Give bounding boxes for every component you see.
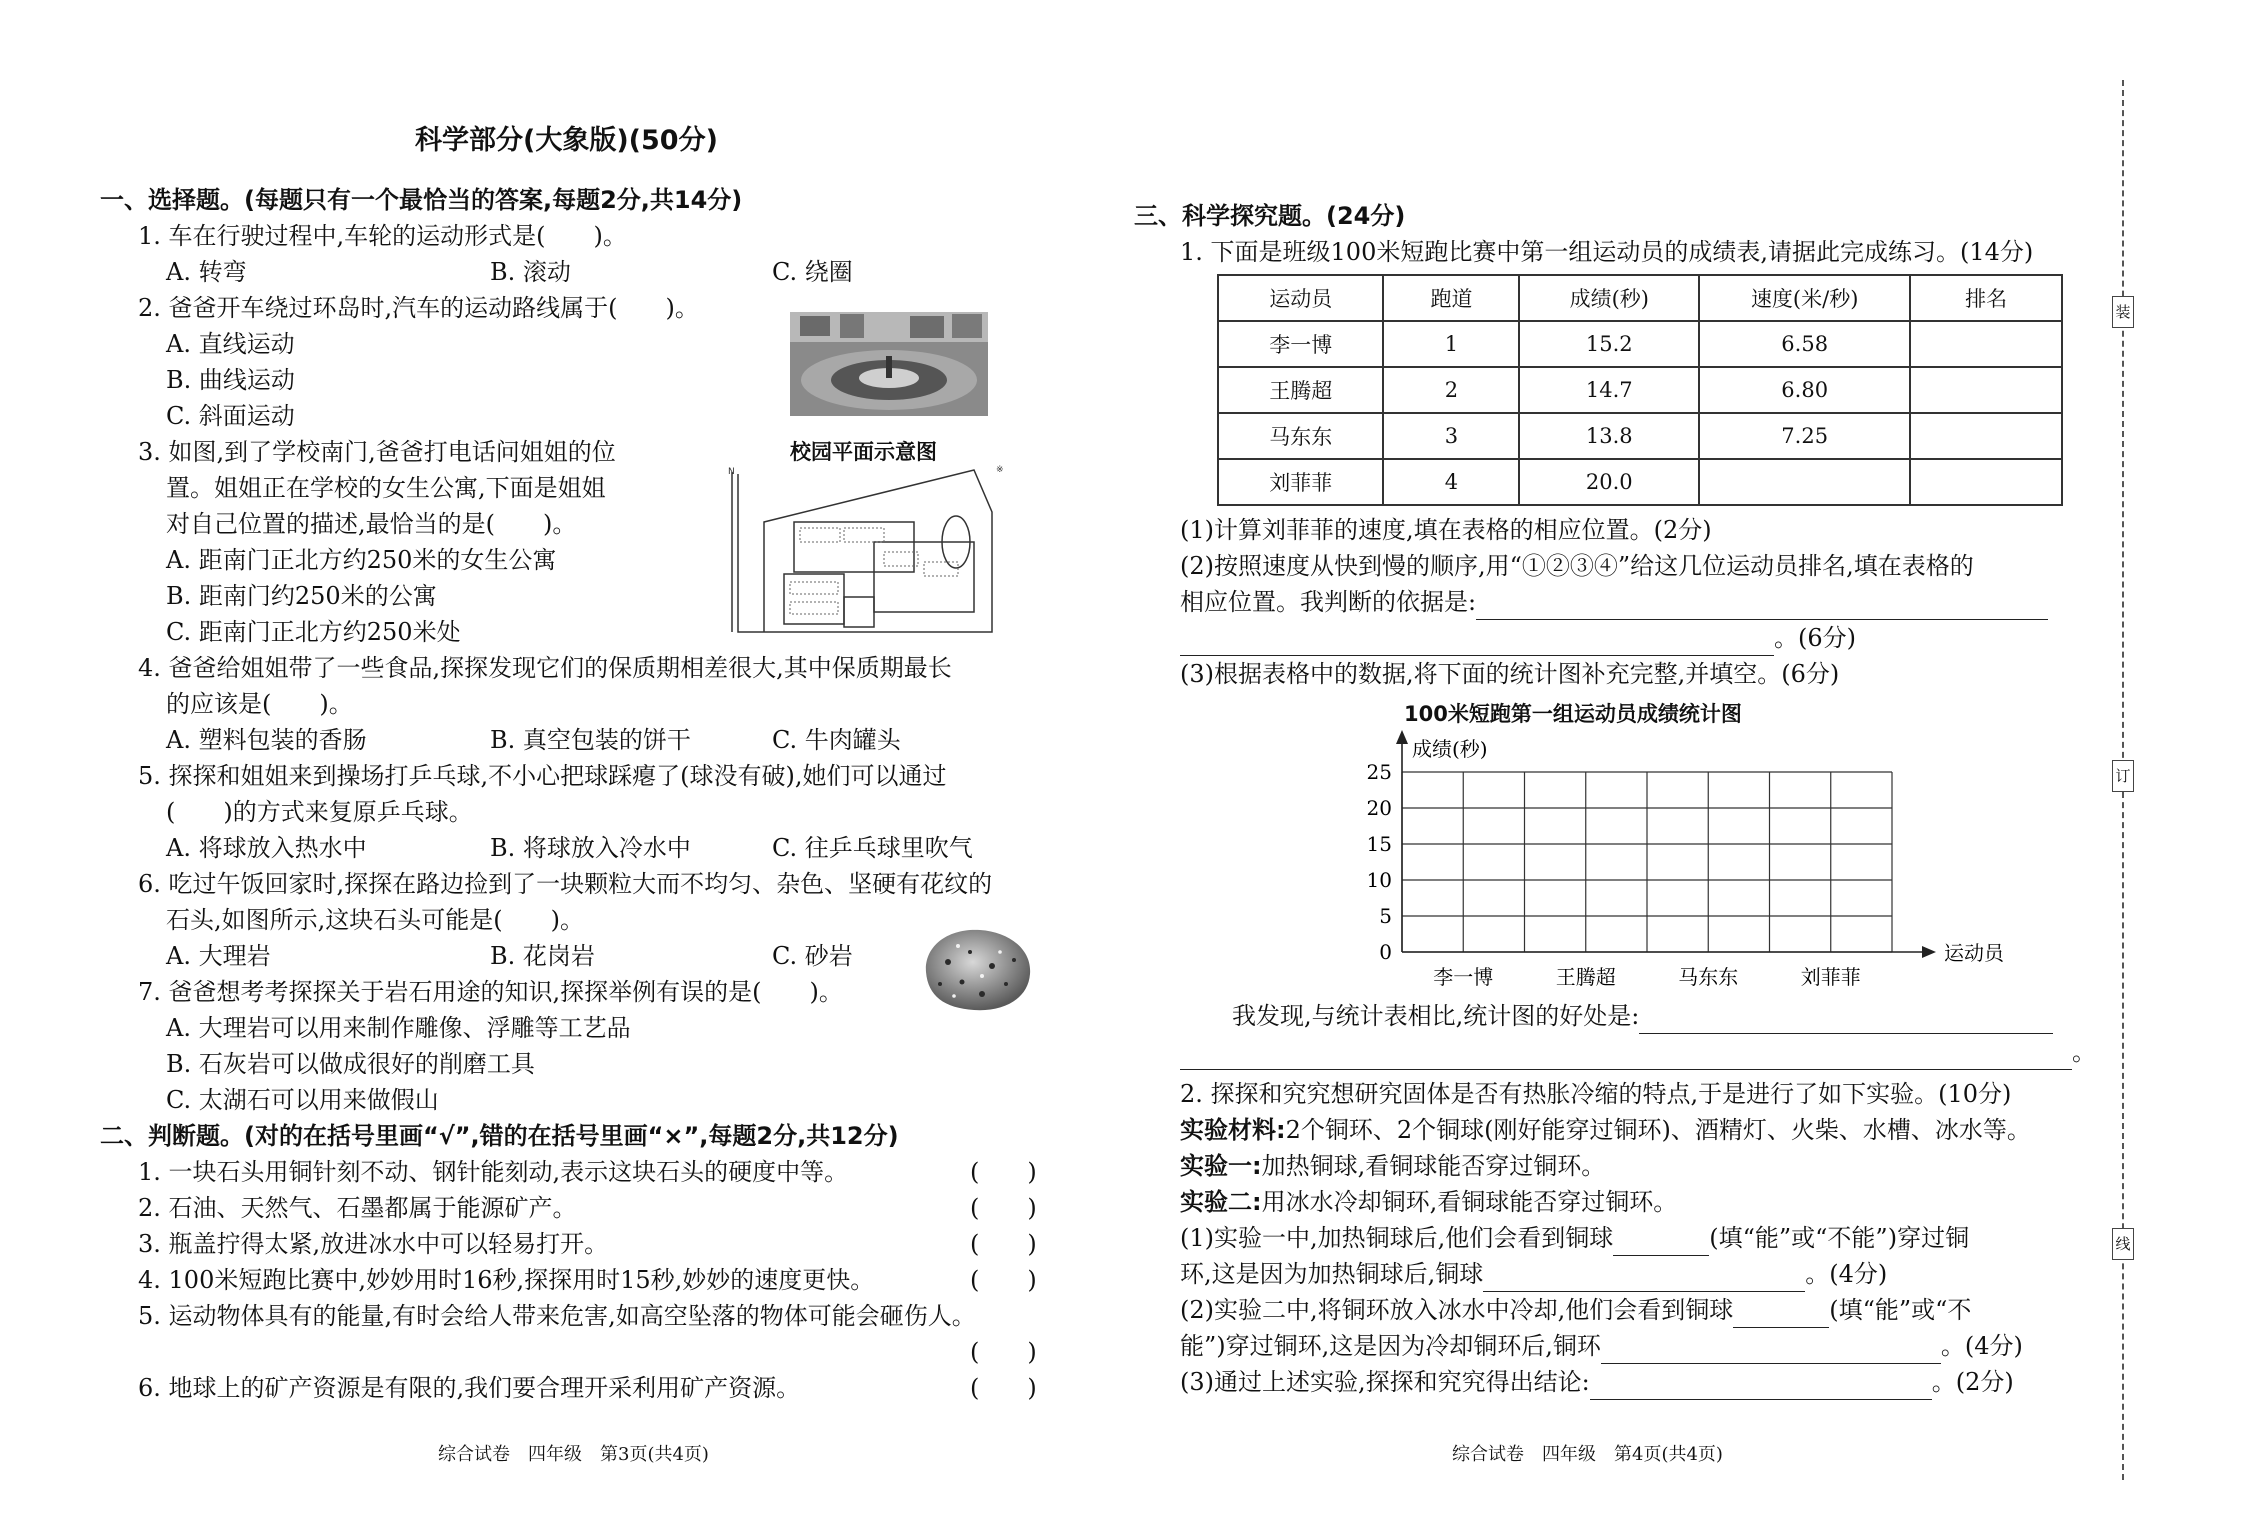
page-title: 科学部分(大象版)(50分) — [415, 125, 718, 156]
table-header-row — [1218, 275, 2062, 321]
rank-cell[interactable] — [1910, 367, 2062, 413]
exp1-line — [1180, 1148, 1605, 1184]
sub3-text: (3)根据表格中的数据,将下面的统计图补充完整,并填空。(6分) — [1180, 660, 1840, 688]
y-tick-label: 20 — [1366, 796, 1392, 820]
table-cell: 7.25 — [1699, 413, 1910, 459]
table-header-cell: 排名 — [1910, 275, 2062, 321]
table-cell: 13.8 — [1519, 413, 1699, 459]
exp-q3-blank[interactable] — [1590, 1373, 1932, 1400]
sub2-end: 。(6分) — [1774, 624, 1856, 652]
exp-q1-text-a: (1)实验一中,加热铜球后,他们会看到铜球 — [1180, 1224, 1614, 1252]
table-cell: 6.58 — [1699, 321, 1910, 367]
exp-q1-text-c: 环,这是因为加热铜球后,铜球 — [1180, 1260, 1484, 1288]
finding-line — [1232, 998, 2053, 1034]
x-axis-label: 运动员 — [1944, 941, 2004, 965]
y-tick-label: 25 — [1366, 760, 1392, 784]
judge-item-2: 2. 石油、天然气、石墨都属于能源矿产。 — [138, 1194, 577, 1222]
exp-q2-line2 — [1180, 1328, 2023, 1364]
exp-q2-text-c: 能”)穿过铜环,这是因为冷却铜环后,铜环 — [1180, 1332, 1601, 1360]
table-header-cell: 跑道 — [1383, 275, 1519, 321]
q1-option-a: A. 转弯 — [166, 258, 247, 286]
table-header-cell: 成绩(秒) — [1519, 275, 1699, 321]
campus-map-title: 校园平面示意图 — [790, 440, 937, 464]
table-row — [1218, 413, 2062, 459]
y-tick-label: 0 — [1379, 940, 1392, 964]
table-cell: 20.0 — [1519, 459, 1699, 505]
table-cell: 李一博 — [1218, 321, 1383, 367]
q3-line1: 3. 如图,到了学校南门,爸爸打电话问姐姐的位 — [138, 438, 616, 466]
q4-line1: 4. 爸爸给姐姐带了一些食品,探探发现它们的保质期相差很大,其中保质期最长 — [138, 654, 952, 682]
rank-cell[interactable] — [1910, 413, 2062, 459]
q2-option-a: A. 直线运动 — [166, 330, 295, 358]
exp-q2-blank-2[interactable] — [1601, 1337, 1941, 1364]
answer-paren-5[interactable]: ( ) — [970, 1338, 1037, 1366]
materials-text: 2个铜环、2个铜球(刚好能穿过铜环)、酒精灯、火柴、水槽、冰水等。 — [1285, 1116, 2031, 1144]
x-category-label: 李一博 — [1433, 965, 1494, 989]
q3-line2: 置。姐姐正在学校的女生公寓,下面是姐姐 — [166, 474, 606, 502]
q5-line2: ( )的方式来复原乒乓球。 — [166, 798, 473, 826]
table-cell: 马东东 — [1218, 413, 1383, 459]
svg-text:※: ※ — [996, 465, 1004, 475]
side-mark-ding: 订 — [2112, 760, 2134, 792]
q4-option-b: B. 真空包装的饼干 — [490, 726, 691, 754]
judge-item-1: 1. 一块石头用铜针刻不动、钢针能刻动,表示这块石头的硬度中等。 — [138, 1158, 849, 1186]
footer-right: 综合试卷 四年级 第4页(共4页) — [1452, 1444, 1723, 1465]
y-axis-arrow — [1396, 730, 1408, 744]
table-cell: 6.80 — [1699, 367, 1910, 413]
table-header-cell: 运动员 — [1218, 275, 1383, 321]
reason-blank[interactable] — [1476, 593, 2048, 620]
finding-text: 我发现,与统计表相比,统计图的好处是: — [1232, 1002, 1640, 1030]
exp-q1-blank-2[interactable] — [1483, 1265, 1805, 1292]
exp-q1-blank-1[interactable] — [1613, 1229, 1709, 1256]
bar-chart[interactable] — [1340, 728, 2004, 998]
exp-q1-text-b: (填“能”或“不能”)穿过铜 — [1709, 1224, 1970, 1252]
roundabout-photo — [790, 312, 988, 416]
judge-item-3: 3. 瓶盖拧得太紧,放进冰水中可以轻易打开。 — [138, 1230, 609, 1258]
exp-q3-line — [1180, 1364, 2014, 1400]
exp-q2-text-a: (2)实验二中,将铜环放入冰水中冷却,他们会看到铜球 — [1180, 1296, 1734, 1324]
table-cell: 王腾超 — [1218, 367, 1383, 413]
q1-option-b: B. 滚动 — [490, 258, 571, 286]
footer-left: 综合试卷 四年级 第3页(共4页) — [438, 1444, 709, 1465]
answer-paren-3[interactable]: ( ) — [970, 1230, 1037, 1258]
q4-option-c: C. 牛肉罐头 — [772, 726, 901, 754]
judge-item-4: 4. 100米短跑比赛中,妙妙用时16秒,探探用时15秒,妙妙的速度更快。 — [138, 1266, 875, 1294]
table-cell: 刘菲菲 — [1218, 459, 1383, 505]
exp-q3-text-a: (3)通过上述实验,探探和究究得出结论: — [1180, 1368, 1590, 1396]
q7-option-c: C. 太湖石可以用来做假山 — [166, 1086, 439, 1114]
q6-line1: 6. 吃过午饭回家时,探探在路边捡到了一块颗粒大而不均匀、杂色、坚硬有花纹的 — [138, 870, 993, 898]
exp-q2-line1 — [1180, 1292, 1971, 1328]
exp-q1-line2 — [1180, 1256, 1887, 1292]
q4-option-a: A. 塑料包装的香肠 — [166, 726, 367, 754]
q7-option-a: A. 大理岩可以用来制作雕像、浮雕等工艺品 — [166, 1014, 631, 1042]
finding-line2 — [1180, 1034, 2096, 1070]
chart-title: 100米短跑第一组运动员成绩统计图 — [1404, 702, 1742, 726]
y-tick-label: 10 — [1366, 868, 1392, 892]
exp2-text: 用冰水冷却铜环,看铜球能否穿过铜环。 — [1261, 1188, 1678, 1216]
q2-option-b: B. 曲线运动 — [166, 366, 295, 394]
sub2-line3 — [1180, 620, 1856, 656]
q2-text: 2. 爸爸开车绕过环岛时,汽车的运动路线属于( )。 — [138, 294, 699, 322]
finding-end: 。 — [2072, 1038, 2096, 1066]
exp-q2-blank-1[interactable] — [1733, 1301, 1829, 1328]
table-cell: 4 — [1383, 459, 1519, 505]
sub2-line1: (2)按照速度从快到慢的顺序,用“①②③④”给这几位运动员排名,填在表格的 — [1180, 552, 1974, 580]
table-header-cell: 速度(米/秒) — [1699, 275, 1910, 321]
table-cell: 2 — [1383, 367, 1519, 413]
p2-intro: 2. 探探和究究想研究固体是否有热胀冷缩的特点,于是进行了如下实验。(10分) — [1180, 1080, 2012, 1108]
exp-q1-line1 — [1180, 1220, 1969, 1256]
materials-line — [1180, 1112, 2031, 1148]
rank-cell[interactable] — [1910, 321, 2062, 367]
q4-line2: 的应该是( )。 — [166, 690, 353, 718]
granite-rock-photo — [918, 922, 1036, 1016]
materials-label: 实验材料: — [1180, 1116, 1286, 1144]
answer-paren-1[interactable]: ( ) — [970, 1158, 1037, 1186]
finding-blank-2[interactable] — [1180, 1043, 2072, 1070]
q6-option-c: C. 砂岩 — [772, 942, 853, 970]
finding-blank[interactable] — [1639, 1007, 2053, 1034]
answer-paren-6[interactable]: ( ) — [970, 1374, 1037, 1402]
exp-q3-text-d: 。(2分) — [1931, 1368, 2014, 1396]
q-table-intro: 1. 下面是班级100米短跑比赛中第一组运动员的成绩表,请据此完成练习。(14分) — [1180, 238, 2034, 266]
x-axis-arrow — [1922, 946, 1936, 958]
sub1-text: (1)计算刘菲菲的速度,填在表格的相应位置。(2分) — [1180, 516, 1712, 544]
rank-cell[interactable] — [1910, 459, 2062, 505]
svg-text:N: N — [728, 467, 735, 477]
section2-heading: 二、判断题。(对的在括号里画“√”,错的在括号里画“×”,每题2分,共12分) — [100, 1122, 899, 1150]
judge-item-5: 5. 运动物体具有的能量,有时会给人带来危害,如高空坠落的物体可能会砸伤人。 — [138, 1302, 976, 1330]
table-row — [1218, 367, 2062, 413]
q5-option-b: B. 将球放入冷水中 — [490, 834, 691, 862]
reason-blank-2[interactable] — [1180, 629, 1774, 656]
table-cell: 1 — [1383, 321, 1519, 367]
answer-paren-4[interactable]: ( ) — [970, 1266, 1037, 1294]
table-cell: 14.7 — [1519, 367, 1699, 413]
q6-option-a: A. 大理岩 — [166, 942, 271, 970]
q5-option-a: A. 将球放入热水中 — [166, 834, 367, 862]
q3-option-c: C. 距南门正北方约250米处 — [166, 618, 461, 646]
q6-line2: 石头,如图所示,这块石头可能是( )。 — [166, 906, 584, 934]
side-mark-zhuang: 装 — [2112, 296, 2134, 328]
section1-heading: 一、选择题。(每题只有一个最恰当的答案,每题2分,共14分) — [100, 186, 743, 214]
q3-option-b: B. 距南门约250米的公寓 — [166, 582, 437, 610]
x-category-label: 马东东 — [1678, 965, 1739, 989]
speed-blank-cell[interactable] — [1699, 459, 1910, 505]
exp-q2-text-d: 。(4分) — [1940, 1332, 2023, 1360]
x-category-label: 刘菲菲 — [1800, 965, 1861, 989]
q5-line1: 5. 探探和姐姐来到操场打乒乓球,不小心把球踩瘪了(球没有破),她们可以通过 — [138, 762, 947, 790]
score-table — [1217, 274, 2063, 506]
sub2-line2-text: 相应位置。我判断的依据是: — [1180, 588, 1477, 616]
sub2-line2 — [1180, 584, 2048, 620]
exp1-text: 加热铜球,看铜球能否穿过铜环。 — [1261, 1152, 1606, 1180]
table-cell: 3 — [1383, 413, 1519, 459]
y-tick-label: 5 — [1379, 904, 1392, 928]
q7-text: 7. 爸爸想考考探探关于岩石用途的知识,探探举例有误的是( )。 — [138, 978, 843, 1006]
table-cell: 15.2 — [1519, 321, 1699, 367]
exp2-line — [1180, 1184, 1677, 1220]
exp2-label: 实验二: — [1180, 1188, 1262, 1216]
x-category-label: 王腾超 — [1555, 965, 1616, 989]
y-tick-label: 15 — [1366, 832, 1392, 856]
q1-option-c: C. 绕圈 — [772, 258, 853, 286]
table-row — [1218, 321, 2062, 367]
judge-item-6: 6. 地球上的矿产资源是有限的,我们要合理开采利用矿产资源。 — [138, 1374, 801, 1402]
campus-map — [724, 462, 1024, 640]
y-axis-label: 成绩(秒) — [1412, 737, 1488, 761]
side-mark-xian: 线 — [2112, 1228, 2134, 1260]
q5-option-c: C. 往乒乓球里吹气 — [772, 834, 973, 862]
exp-q1-text-d: 。(4分) — [1805, 1260, 1888, 1288]
q3-line3: 对自己位置的描述,最恰当的是( )。 — [166, 510, 577, 538]
exp1-label: 实验一: — [1180, 1152, 1262, 1180]
section3-heading: 三、科学探究题。(24分) — [1134, 202, 1406, 230]
q3-option-a: A. 距南门正北方约250米的女生公寓 — [166, 546, 557, 574]
exp-q2-text-b: (填“能”或“不 — [1829, 1296, 1972, 1324]
q7-option-b: B. 石灰岩可以做成很好的削磨工具 — [166, 1050, 535, 1078]
q2-option-c: C. 斜面运动 — [166, 402, 295, 430]
table-row — [1218, 459, 2062, 505]
q6-option-b: B. 花岗岩 — [490, 942, 595, 970]
answer-paren-2[interactable]: ( ) — [970, 1194, 1037, 1222]
q1-text: 1. 车在行驶过程中,车轮的运动形式是( )。 — [138, 222, 627, 250]
